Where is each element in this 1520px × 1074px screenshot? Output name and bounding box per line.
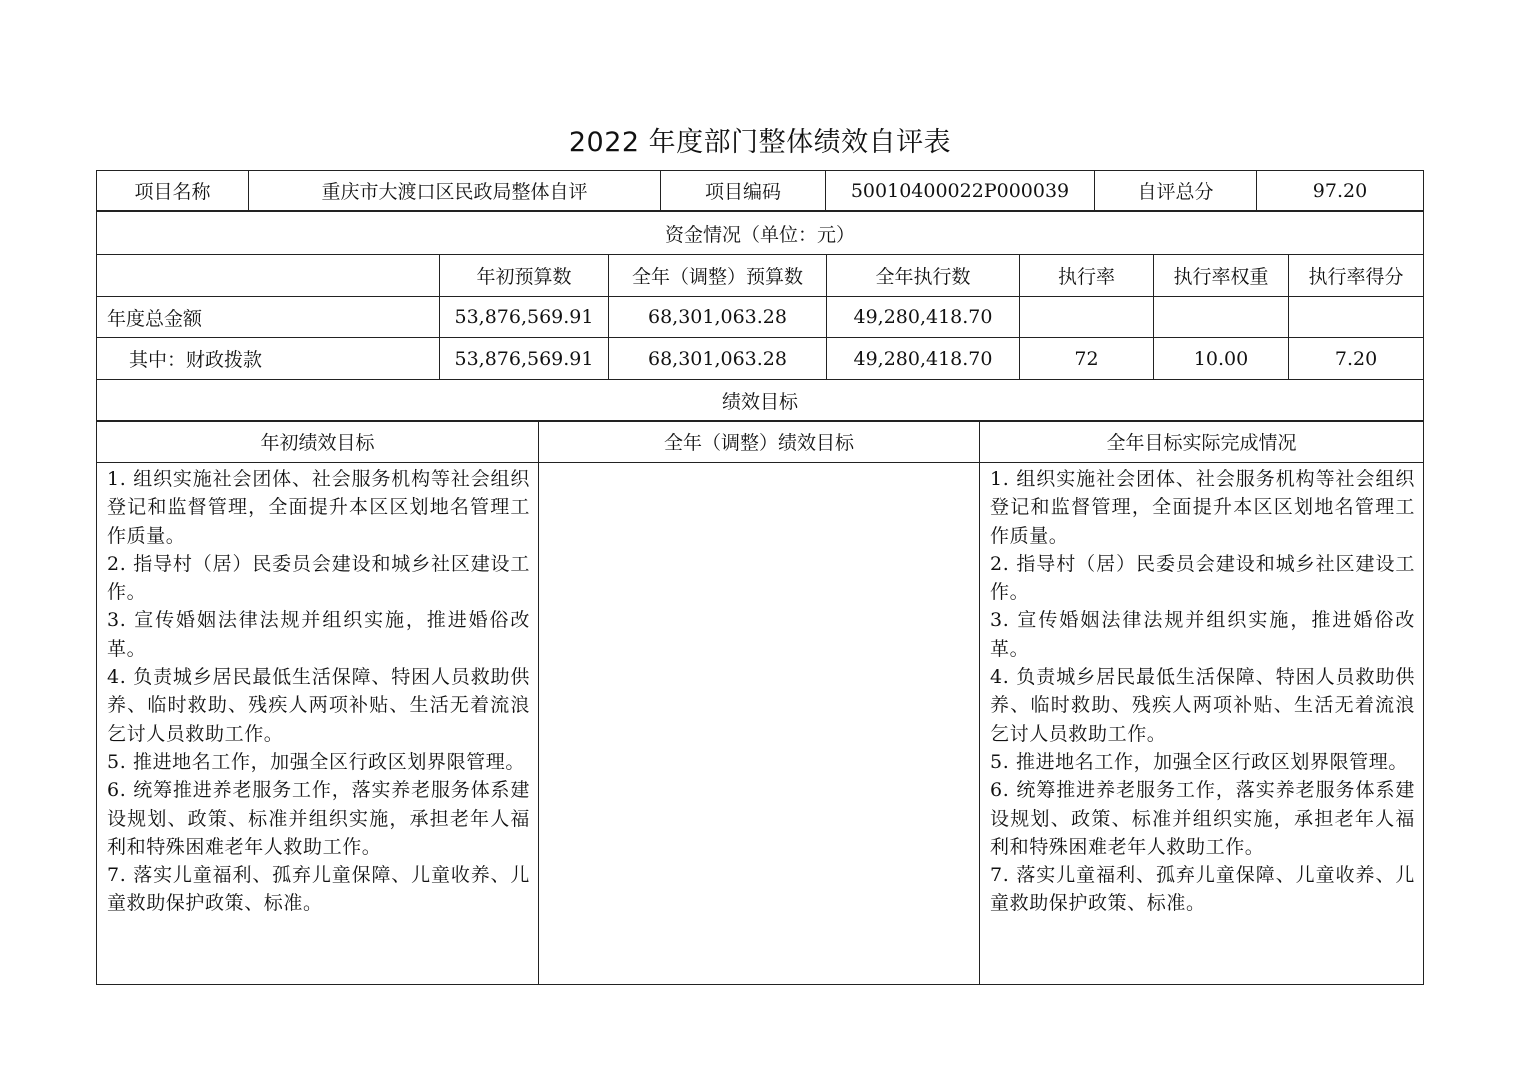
initial-goal-item: 2. 指导村（居）民委员会建设和城乡社区建设工作。 <box>107 552 530 604</box>
funds-header-weight: 执行率权重 <box>1154 255 1289 297</box>
funds-row-label: 年度总金额 <box>97 297 440 338</box>
project-code-label: 项目编码 <box>661 171 826 211</box>
funds-header-adjusted: 全年（调整）预算数 <box>609 255 827 297</box>
project-name-value: 重庆市大渡口区民政局整体自评 <box>249 171 661 211</box>
goals-table <box>96 420 1424 985</box>
funds-row-label: 其中：财政拨款 <box>97 338 440 380</box>
funds-header-row <box>97 255 1424 297</box>
funds-cell: 53,876,569.91 <box>440 297 609 338</box>
funds-header-rate: 执行率 <box>1020 255 1154 297</box>
funds-header-executed: 全年执行数 <box>827 255 1020 297</box>
initial-goal-item: 7. 落实儿童福利、孤弃儿童保障、儿童收养、儿童救助保护政策、标准。 <box>107 864 530 915</box>
score-label: 自评总分 <box>1095 171 1257 211</box>
actual-goal-item: 7. 落实儿童福利、孤弃儿童保障、儿童收养、儿童救助保护政策、标准。 <box>990 864 1415 915</box>
goals-section-title: 绩效目标 <box>97 380 1424 422</box>
funds-table <box>96 211 1424 422</box>
funds-cell <box>1154 297 1289 338</box>
actual-goal-item: 5. 推进地名工作，加强全区行政区划界限管理。 <box>990 750 1408 773</box>
initial-goal-item: 1. 组织实施社会团体、社会服务机构等社会组织登记和监督管理，全面提升本区区划地名管理工作质量。 <box>107 468 530 547</box>
goals-header-row <box>97 421 1424 463</box>
project-name-label: 项目名称 <box>97 171 249 211</box>
initial-goal-item: 5. 推进地名工作，加强全区行政区划界限管理。 <box>107 750 525 773</box>
funds-header-blank <box>97 255 440 297</box>
adjusted-goals-cell <box>539 463 980 985</box>
funds-header-initial: 年初预算数 <box>440 255 609 297</box>
funds-cell <box>1020 297 1154 338</box>
initial-goal-item: 6. 统筹推进养老服务工作，落实养老服务体系建设规划、政策、标准并组织实施，承担老年人福利和特殊困难老年人救助工作。 <box>107 779 530 858</box>
score-value: 97.20 <box>1257 171 1424 211</box>
funds-cell: 53,876,569.91 <box>440 338 609 380</box>
funds-row-fiscal <box>97 338 1424 380</box>
funds-cell: 49,280,418.70 <box>827 338 1020 380</box>
funds-cell <box>1289 297 1424 338</box>
initial-goal-item: 3. 宣传婚姻法律法规并组织实施，推进婚俗改革。 <box>107 609 530 660</box>
funds-cell: 72 <box>1020 338 1154 380</box>
project-code-value: 50010400022P000039 <box>826 171 1095 211</box>
actual-goal-item: 2. 指导村（居）民委员会建设和城乡社区建设工作。 <box>990 552 1415 604</box>
funds-row-total <box>97 297 1424 338</box>
funds-cell: 68,301,063.28 <box>609 338 827 380</box>
goals-header-actual: 全年目标实际完成情况 <box>980 421 1424 463</box>
funds-cell: 68,301,063.28 <box>609 297 827 338</box>
initial-goal-item: 4. 负责城乡居民最低生活保障、特困人员救助供养、临时救助、残疾人两项补贴、生活无着流浪乞讨人员救助工作。 <box>107 666 530 745</box>
initial-goals-cell <box>97 463 539 985</box>
actual-goal-item: 1. 组织实施社会团体、社会服务机构等社会组织登记和监督管理，全面提升本区区划地名管理工作质量。 <box>990 468 1415 547</box>
funds-section-title: 资金情况（单位：元） <box>97 212 1424 255</box>
actual-goal-item: 3. 宣传婚姻法律法规并组织实施，推进婚俗改革。 <box>990 609 1415 660</box>
funds-cell: 49,280,418.70 <box>827 297 1020 338</box>
actual-goal-item: 4. 负责城乡居民最低生活保障、特困人员救助供养、临时救助、残疾人两项补贴、生活无着流浪乞讨人员救助工作。 <box>990 666 1415 745</box>
goals-body-row <box>97 463 1424 985</box>
actual-goal-item: 6. 统筹推进养老服务工作，落实养老服务体系建设规划、政策、标准并组织实施，承担老年人福利和特殊困难老年人救助工作。 <box>990 779 1415 858</box>
goals-header-adjusted: 全年（调整）绩效目标 <box>539 421 980 463</box>
funds-cell: 7.20 <box>1289 338 1424 380</box>
project-info-table <box>96 170 1424 211</box>
project-info-row <box>97 171 1424 211</box>
funds-header-score: 执行率得分 <box>1289 255 1424 297</box>
actual-completion-cell <box>980 463 1424 985</box>
goals-header-initial: 年初绩效目标 <box>97 421 539 463</box>
funds-cell: 10.00 <box>1154 338 1289 380</box>
page-title: 2022 年度部门整体绩效自评表 <box>568 127 952 158</box>
